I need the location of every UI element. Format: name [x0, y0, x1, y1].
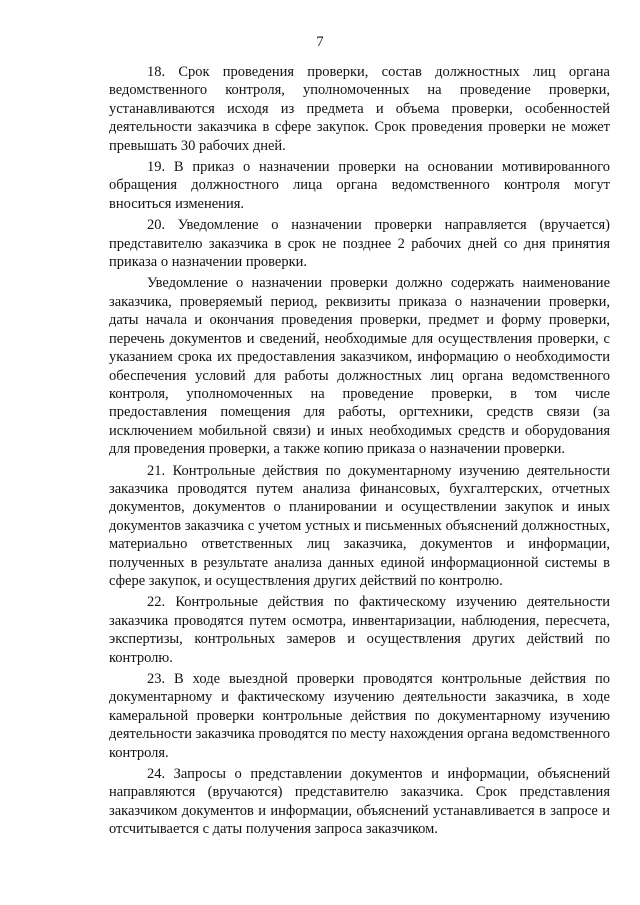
- paragraph-18: 18. Срок проведения проверки, состав должностных лиц органа ведомственного контроля, уполномоченных на проведение проверки, устанавливаются исходя из предмета и объема проверки, особенностей деятельности заказчика в сфере закупок. Срок проведения проверки не может превышать 30 рабочих дней.: [109, 64, 610, 154]
- paragraph-24: 24. Запросы о представлении документов и информации, объяснений направляются (вручаются) представителю заказчика. Срок представления заказчиком документов и информации, объяснений устанавливается в запросе и отсчитывается с даты получения запроса заказчиком.: [109, 766, 610, 838]
- paragraph-20: 20. Уведомление о назначении проверки направляется (вручается) представителю заказчика в срок не позднее 2 рабочих дней со дня принятия приказа о назначении проверки.: [109, 217, 610, 271]
- paragraph-20-notice-contents: Уведомление о назначении проверки должно содержать наименование заказчика, проверяемый период, реквизиты приказа о назначении проверки, даты начала и окончания проведения проверки, предмет и форму проверки, перечень документов и сведений, необходимые для осуществления проверки, с указанием срока их предоставления заказчиком, информацию о необходимости обеспечения условий для работы должностных лиц органа ведомственного контроля, уполномоченных на проведение проверки, в том числе предоставления помещения для работы, оргтехники, средств связи (за исключением мобильной связи) и иных необходимых средств и оборудования для проведения проверки, а также копию приказа о назначении проверки.: [109, 275, 610, 458]
- paragraph-19: 19. В приказ о назначении проверки на основании мотивированного обращения должностного лица органа ведомственного контроля могут вноситься изменения.: [109, 159, 610, 212]
- document-body: [109, 63, 610, 842]
- paragraph-21: 21. Контрольные действия по документарному изучению деятельности заказчика проводятся путем анализа финансовых, бухгалтерских, отчетных документов, документов о планировании и осуществлении закупок и иных документов заказчика с учетом устных и письменных объяснений должностных, материально ответственных лиц заказчика, документов и информации, полученных в результате анализа данных единой информационной системы в сфере закупок, и осуществления других действий по контролю.: [109, 462, 610, 589]
- paragraph-22: 22. Контрольные действия по фактическому изучению деятельности заказчика проводятся путем осмотра, инвентаризации, наблюдения, пересчета, экспертизы, контрольных замеров и осуществления других действий по контролю.: [109, 594, 610, 666]
- page-number: 7: [316, 34, 324, 50]
- paragraph-23: 23. В ходе выездной проверки проводятся контрольные действия по документарному и фактическому изучению деятельности заказчика, в ходе камеральной проверки контрольные действия по документарному изучению деятельности заказчика проводятся по месту нахождения органа ведомственного контроля.: [109, 671, 610, 761]
